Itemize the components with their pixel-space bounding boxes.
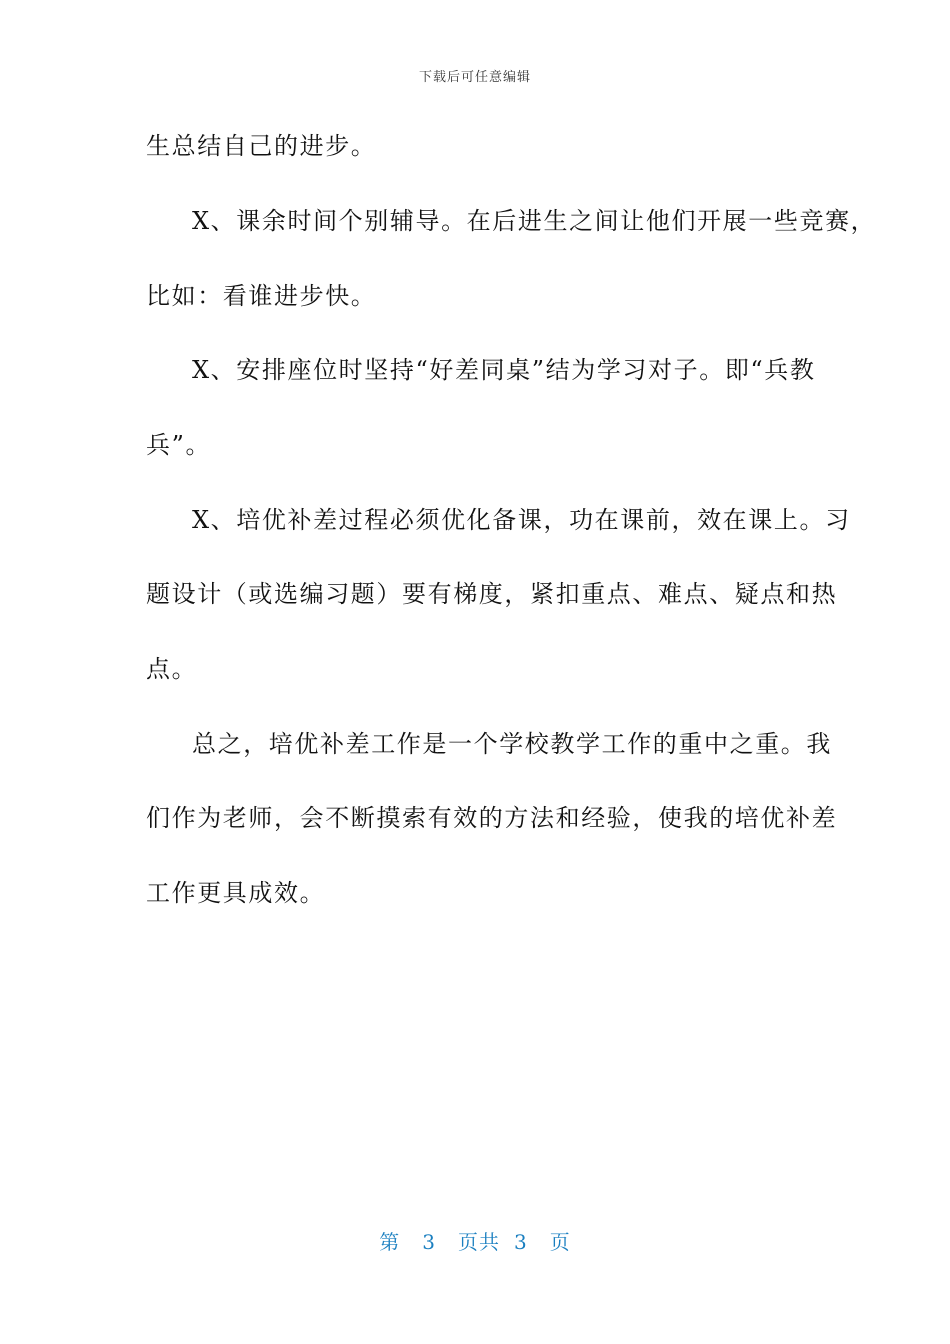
paragraph-line: 点。 bbox=[146, 655, 198, 683]
paragraph-line: 生总结自己的进步。 bbox=[146, 132, 377, 160]
footer-prefix: 第 bbox=[379, 1230, 401, 1254]
paragraph-line: 题设计（或选编习题）要有梯度，紧扣重点、难点、疑点和热 bbox=[146, 580, 838, 608]
page-header: 下载后可任意编辑 bbox=[418, 70, 531, 85]
paragraph-line: 兵”。 bbox=[146, 431, 212, 459]
paragraph-line: X、培优补差过程必须优化备课，功在课前，效在课上。习 bbox=[192, 506, 851, 534]
paragraph-line: 总之，培优补差工作是一个学校教学工作的重中之重。我 bbox=[192, 730, 832, 758]
paragraph-line: 工作更具成效。 bbox=[146, 879, 326, 907]
paragraph-line: X、安排座位时坚持“好差同桌”结为学习对子。即“兵教 bbox=[192, 356, 816, 384]
footer-middle: 页共 bbox=[458, 1230, 500, 1254]
page-number-footer bbox=[0, 1226, 950, 1255]
paragraph-line: X、课余时间个别辅导。在后进生之间让他们开展一些竞赛， bbox=[192, 207, 877, 235]
footer-suffix: 页 bbox=[549, 1230, 571, 1254]
current-page-number: 3 bbox=[422, 1230, 436, 1254]
paragraph-line: 比如：看谁进步快。 bbox=[146, 282, 377, 310]
paragraph-line: 们作为老师，会不断摸索有效的方法和经验，使我的培优补差 bbox=[146, 804, 838, 832]
total-pages-number: 3 bbox=[514, 1230, 528, 1254]
